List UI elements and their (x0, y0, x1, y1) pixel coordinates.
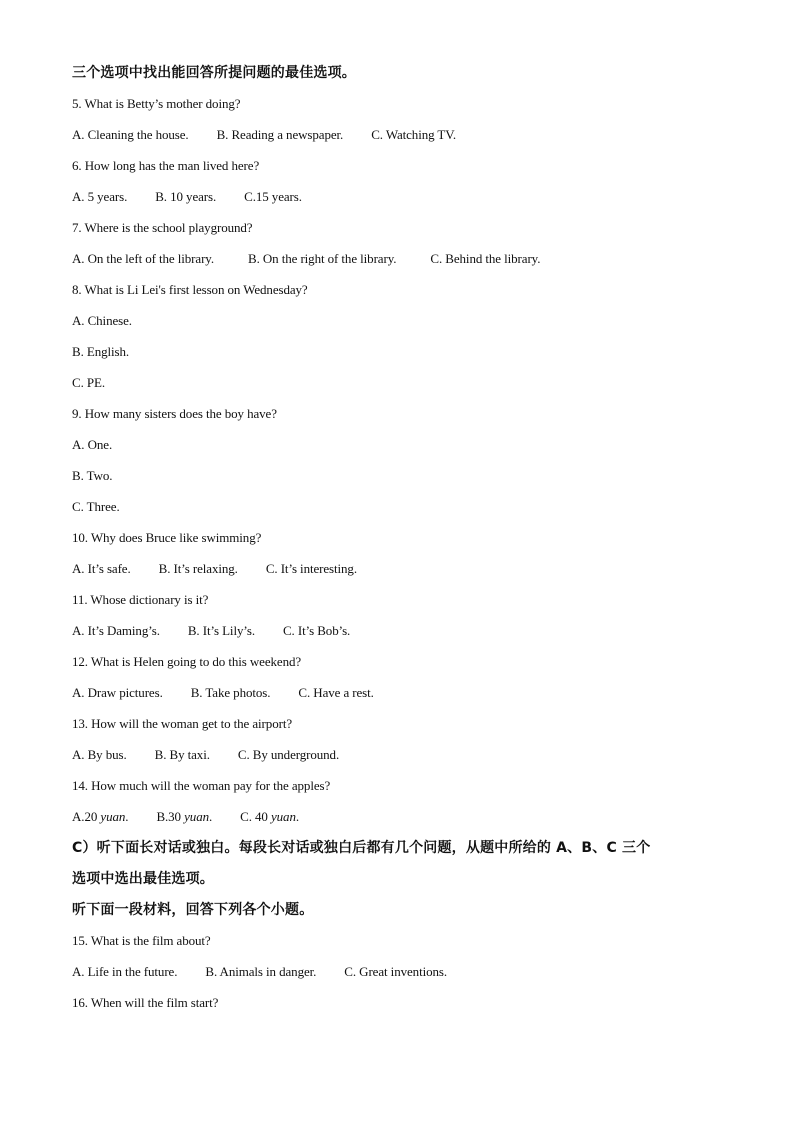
option-5c: C. Watching TV. (371, 127, 457, 142)
question-14: 14. How much will the woman pay for the apples? (72, 778, 331, 793)
question-8: 8. What is Li Lei's first lesson on Wednesday? (72, 282, 308, 297)
options-7 (72, 250, 732, 281)
option-6c: C.15 years. (244, 189, 302, 204)
option-11a: A. It’s Daming’s. (72, 623, 160, 638)
option-15c: C. Great inventions. (344, 964, 448, 979)
option-8c: C. PE. (72, 375, 105, 390)
question-13: 13. How will the woman get to the airport? (72, 716, 292, 731)
options-11 (72, 622, 732, 653)
option-12a: A. Draw pictures. (72, 685, 163, 700)
question-12: 12. What is Helen going to do this weekend? (72, 654, 302, 669)
question-6: 6. How long has the man lived here? (72, 158, 260, 173)
option-14b: B.30 yuan. (156, 809, 213, 824)
option-11c: C. It’s Bob’s. (282, 623, 351, 638)
section-c-heading: C）听下面长对话或独白。每段长对话或独白后都有几个问题，从题中所给的 A、B、C 三个 (72, 840, 651, 856)
option-5a: A. Cleaning the house. (72, 127, 189, 142)
option-13a: A. By bus. (72, 747, 127, 762)
option-10a: A. It’s safe. (72, 561, 131, 576)
question-7: 7. Where is the school playground? (72, 220, 253, 235)
option-5b: B. Reading a newspaper. (216, 127, 344, 142)
options-13 (72, 746, 732, 777)
listen-passage-instruction: 听下面一段材料，回答下列各个小题。 (72, 902, 314, 918)
options-15 (72, 963, 732, 994)
option-9a: A. One. (72, 437, 113, 452)
question-10: 10. Why does Bruce like swimming? (72, 530, 262, 545)
options-12 (72, 684, 732, 715)
option-9b: B. Two. (72, 468, 113, 483)
question-11: 11. Whose dictionary is it? (72, 592, 209, 607)
question-9: 9. How many sisters does the boy have? (72, 406, 277, 421)
question-15: 15. What is the film about? (72, 933, 211, 948)
option-8a: A. Chinese. (72, 313, 132, 328)
option-14c: C. 40 yuan. (240, 809, 300, 824)
options-6 (72, 188, 732, 219)
options-14 (72, 808, 732, 839)
option-6b: B. 10 years. (155, 189, 217, 204)
option-7a: A. On the left of the library. (72, 251, 214, 266)
option-11b: B. It’s Lily’s. (187, 623, 255, 638)
question-16: 16. When will the film start? (72, 995, 219, 1010)
option-15a: A. Life in the future. (72, 964, 178, 979)
option-9c: C. Three. (72, 499, 120, 514)
option-7b: B. On the right of the library. (248, 251, 397, 266)
option-12b: B. Take photos. (190, 685, 271, 700)
question-5: 5. What is Betty’s mother doing? (72, 96, 241, 111)
option-13b: B. By taxi. (154, 747, 210, 762)
document-page (72, 64, 732, 1025)
option-10c: C. It’s interesting. (265, 561, 357, 576)
option-14a: A.20 yuan. (72, 809, 129, 824)
option-7c: C. Behind the library. (430, 251, 541, 266)
instruction-intro: 三个选项中找出能回答所提问题的最佳选项。 (72, 65, 356, 81)
options-10 (72, 560, 732, 591)
option-13c: C. By underground. (237, 747, 340, 762)
option-6a: A. 5 years. (72, 189, 128, 204)
options-5 (72, 126, 732, 157)
option-10b: B. It’s relaxing. (158, 561, 238, 576)
option-15b: B. Animals in danger. (205, 964, 317, 979)
option-8b: B. English. (72, 344, 130, 359)
section-c-heading-cont: 选项中选出最佳选项。 (72, 871, 214, 887)
option-12c: C. Have a rest. (298, 685, 374, 700)
